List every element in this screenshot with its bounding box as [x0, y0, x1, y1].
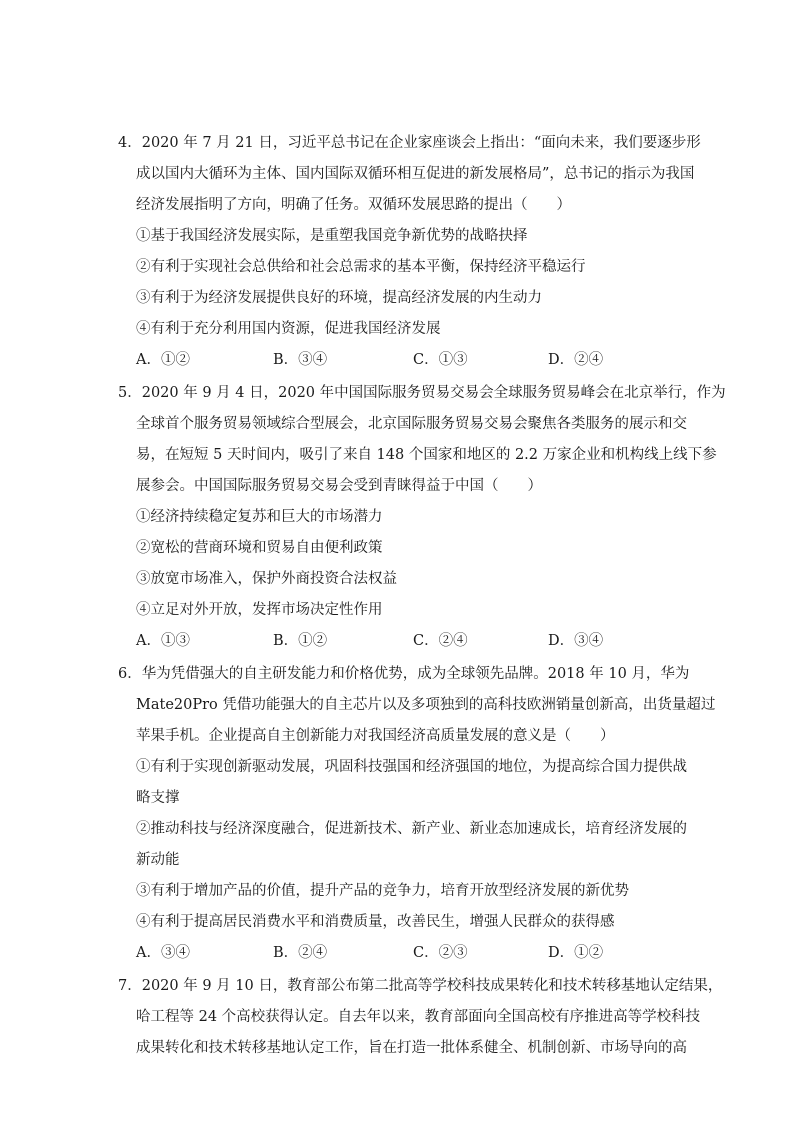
question-5-item-3: ③放宽市场准入，保护外商投资合法权益 [136, 571, 397, 587]
question-6-option-a: A．③④ [136, 945, 190, 961]
question-4-option-c: C．①③ [413, 352, 468, 368]
question-5-stem-line-4: 展参会。中国国际服务贸易交易会受到青睐得益于中国（ ） [136, 478, 542, 494]
question-4-item-1: ①基于我国经济发展实际，是重塑我国竞争新优势的战略抉择 [136, 228, 528, 244]
question-5-option-a: A．①③ [136, 633, 190, 649]
question-4-option-b: B．③④ [273, 352, 328, 368]
question-5-stem-line-2: 全球首个服务贸易领域综合型展会，北京国际服务贸易交易会聚焦各类服务的展示和交 [136, 416, 687, 432]
question-5-item-2: ②宽松的营商环境和贸易自由便利政策 [136, 540, 383, 556]
question-4-item-3: ③有利于为经济发展提供良好的环境，提高经济发展的内生动力 [136, 290, 542, 306]
question-7-stem-line-2: 哈工程等 24 个高校获得认定。自去年以来，教育部面向全国高校有序推进高等学校科技 [136, 1009, 701, 1025]
question-4-stem-line-3: 经济发展指明了方向，明确了任务。双循环发展思路的提出（ ） [136, 197, 571, 213]
question-5-option-c: C．②④ [413, 633, 468, 649]
question-6-option-b: B．②④ [273, 945, 328, 961]
question-6-item-1-line-2: 略支撑 [136, 790, 180, 806]
question-7-stem-line-1: 7．2020 年 9 月 10 日，教育部公布第二批高等学校科技成果转化和技术转移基地认定结果， [118, 978, 723, 994]
question-5-option-d: D．③④ [548, 633, 604, 649]
question-5-item-1: ①经济持续稳定复苏和巨大的市场潜力 [136, 509, 383, 525]
question-5-stem-line-1: 5．2020 年 9 月 4 日，2020 年中国国际服务贸易交易会全球服务贸易峰会在北京举行，作为 [118, 385, 726, 401]
question-6-option-d: D．①② [548, 945, 604, 961]
question-6-stem-line-1: 6．华为凭借强大的自主研发能力和价格优势，成为全球领先品牌。2018 年 10 月，华为 [118, 666, 690, 682]
question-6-item-4: ④有利于提高居民消费水平和消费质量，改善民生，增强人民群众的获得感 [136, 914, 615, 930]
question-4-item-2: ②有利于实现社会总供给和社会总需求的基本平衡，保持经济平稳运行 [136, 259, 586, 275]
question-4-stem-line-1: 4．2020 年 7 月 21 日，习近平总书记在企业家座谈会上指出：“面向未来，我们要逐步形 [118, 135, 701, 151]
question-4-stem-line-2: 成以国内大循环为主体、国内国际双循环相互促进的新发展格局”，总书记的指示为我国 [136, 166, 695, 182]
question-5-item-4: ④立足对外开放，发挥市场决定性作用 [136, 602, 383, 618]
question-6-stem-line-2: Mate20Pro 凭借功能强大的自主芯片以及多项独到的高科技欧洲销量创新高，出货量超过 [136, 697, 716, 713]
question-6-item-2-line-2: 新动能 [136, 852, 180, 868]
question-5-option-b: B．①② [273, 633, 328, 649]
question-4-option-d: D．②④ [548, 352, 604, 368]
question-4-option-a: A．①② [136, 352, 190, 368]
question-6-item-3: ③有利于增加产品的价值，提升产品的竞争力，培育开放型经济发展的新优势 [136, 883, 629, 899]
question-5-stem-line-3: 易，在短短 5 天时间内，吸引了来自 148 个国家和地区的 2.2 万家企业和机构线上线下参 [136, 447, 717, 463]
question-6-item-2-line-1: ②推动科技与经济深度融合，促进新技术、新产业、新业态加速成长，培育经济发展的 [136, 821, 687, 837]
question-6-stem-line-3: 苹果手机。企业提高自主创新能力对我国经济高质量发展的意义是（ ） [136, 728, 615, 744]
question-7-stem-line-3: 成果转化和技术转移基地认定工作，旨在打造一批体系健全、机制创新、市场导向的高 [136, 1040, 687, 1056]
question-4-item-4: ④有利于充分利用国内资源，促进我国经济发展 [136, 321, 441, 337]
question-6-item-1-line-1: ①有利于实现创新驱动发展，巩固科技强国和经济强国的地位，为提高综合国力提供战 [136, 759, 687, 775]
question-6-option-c: C．②③ [413, 945, 468, 961]
